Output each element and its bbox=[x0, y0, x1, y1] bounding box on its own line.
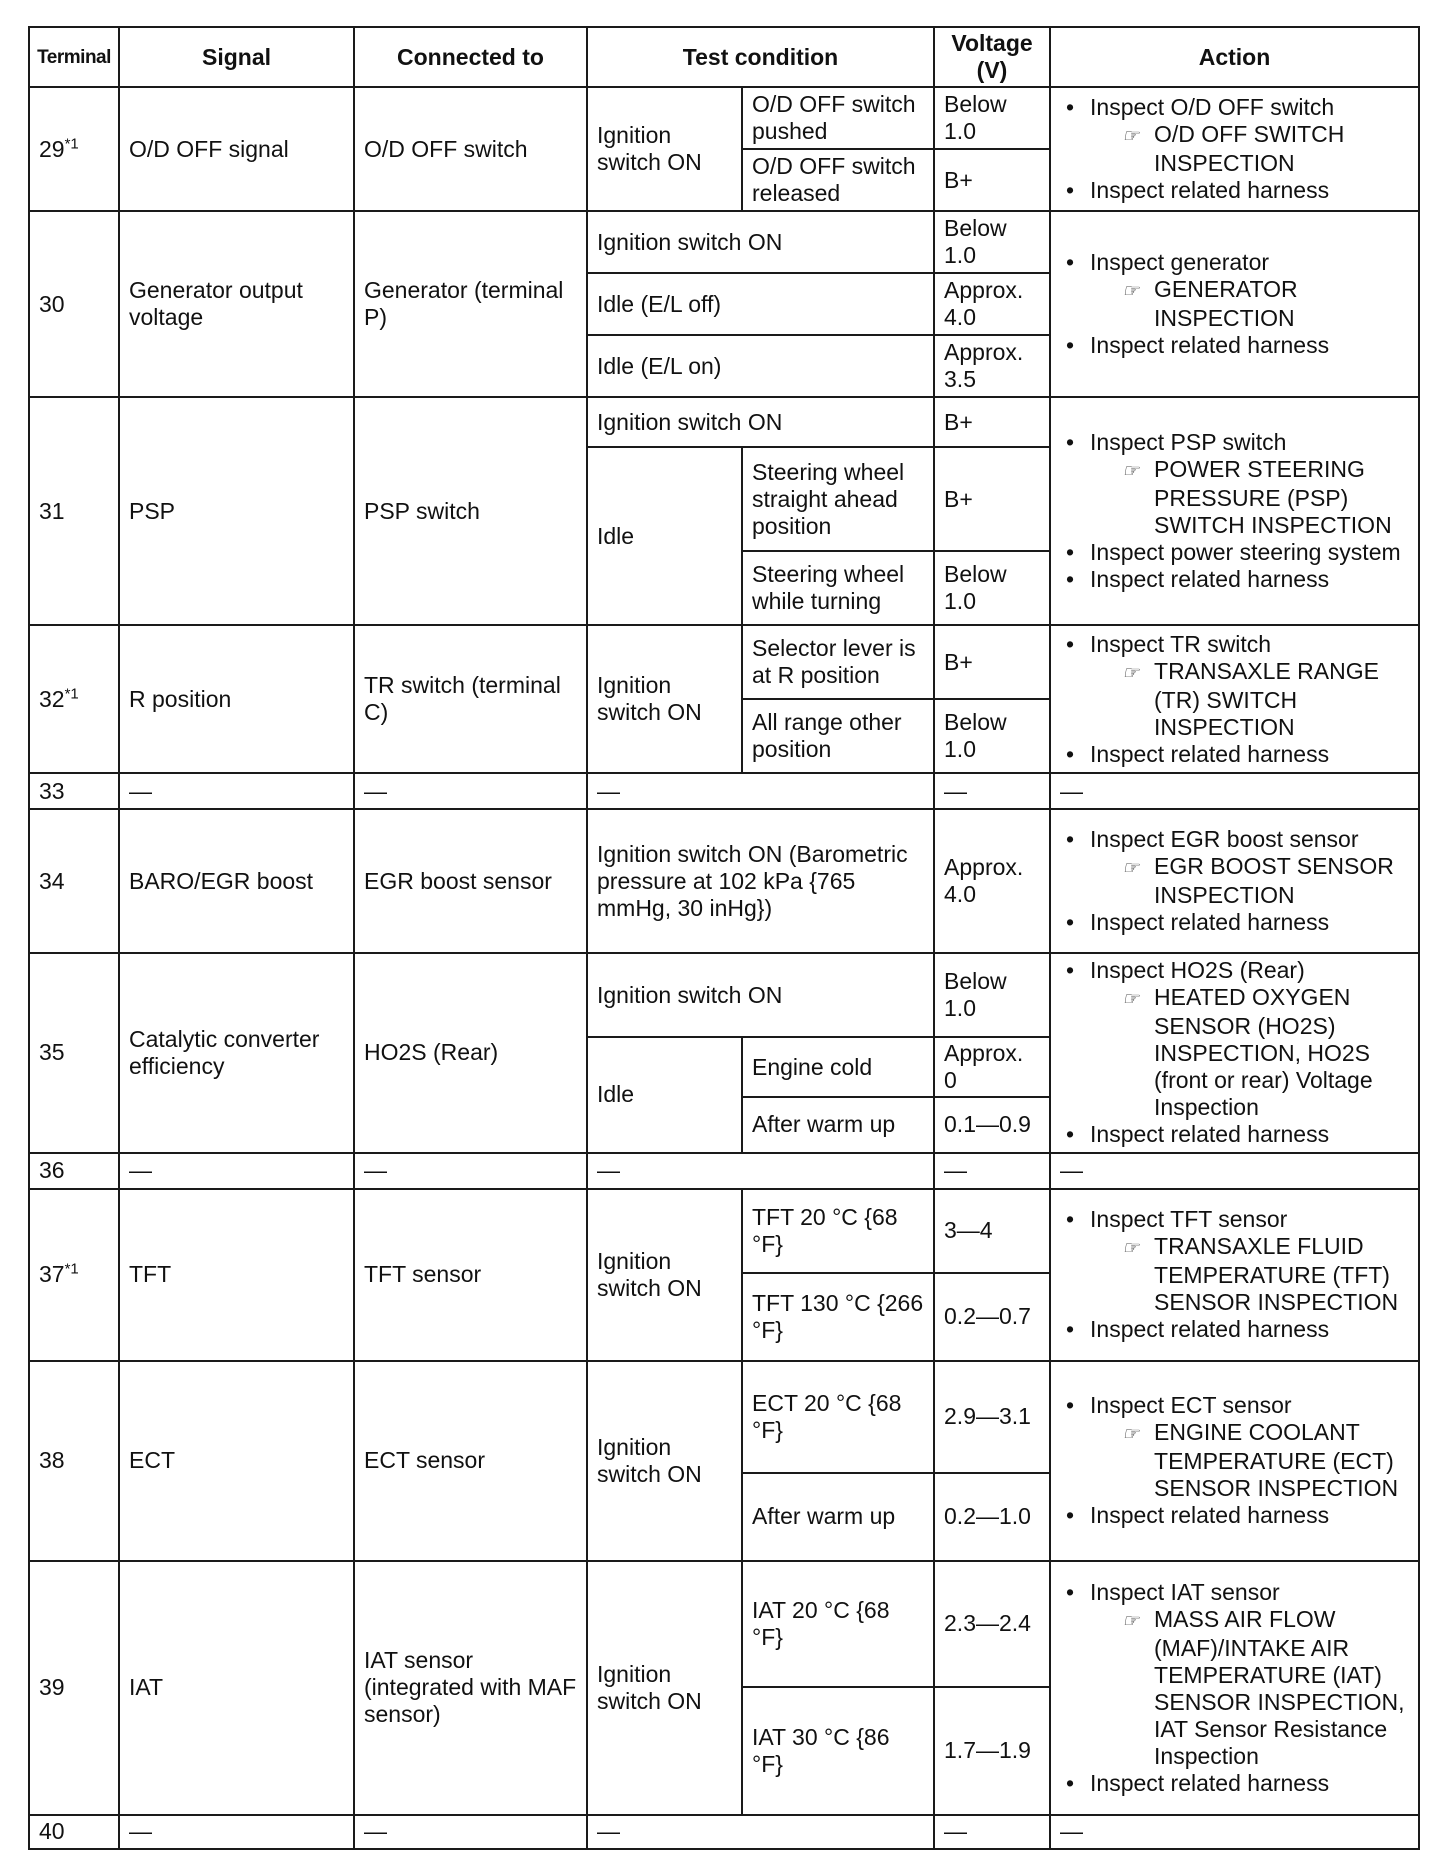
voltage-cell: Approx. 4.0 bbox=[934, 809, 1050, 953]
action-item: • Inspect EGR boost sensor ☞ EGR BOOST SENSOR INSPECTION bbox=[1060, 826, 1409, 909]
connected-cell: PSP switch bbox=[354, 397, 587, 625]
terminal-cell: 40 bbox=[29, 1815, 119, 1849]
footnote-mark: *1 bbox=[64, 134, 79, 152]
condition-cell: — bbox=[587, 773, 934, 809]
action-item: • Inspect related harness bbox=[1060, 909, 1409, 936]
action-item: • Inspect related harness bbox=[1060, 177, 1409, 204]
connected-cell: — bbox=[354, 1153, 587, 1189]
terminal-number: 37 bbox=[39, 1261, 65, 1288]
signal-cell: — bbox=[119, 773, 354, 809]
voltage-cell: Below 1.0 bbox=[934, 87, 1050, 149]
signal-cell: — bbox=[119, 1153, 354, 1189]
action-item: • Inspect related harness bbox=[1060, 1502, 1409, 1529]
sub-condition-cell: After warm up bbox=[742, 1097, 934, 1152]
condition-cell: Ignition switch ON bbox=[587, 1361, 742, 1561]
sub-condition-cell: All range other position bbox=[742, 699, 934, 773]
action-item: • Inspect generator ☞ GENERATOR INSPECTION bbox=[1060, 249, 1409, 332]
manual-reference: ☞ MASS AIR FLOW (MAF)/INTAKE AIR TEMPERATURE (IAT) SENSOR INSPECTION, IAT Sensor Resistance Inspection bbox=[1122, 1605, 1405, 1769]
voltage-cell: — bbox=[934, 1153, 1050, 1189]
manual-reference: ☞ ENGINE COOLANT TEMPERATURE (ECT) SENSOR INSPECTION bbox=[1122, 1419, 1399, 1502]
sub-condition-cell: TFT 20 °C {68 °F} bbox=[742, 1189, 934, 1273]
connected-cell: — bbox=[354, 773, 587, 809]
signal-cell: O/D OFF signal bbox=[119, 87, 354, 211]
voltage-cell: 2.9—3.1 bbox=[934, 1361, 1050, 1473]
action-cell bbox=[1050, 397, 1419, 625]
action-item: • Inspect IAT sensor ☞ MASS AIR FLOW (MAF)/INTAKE AIR TEMPERATURE (IAT) SENSOR INSPECTION, IAT Sensor Resistance Inspection bbox=[1060, 1579, 1409, 1770]
voltage-cell: B+ bbox=[934, 447, 1050, 551]
condition-cell: Idle bbox=[587, 1037, 742, 1152]
manual-reference: ☞ EGR BOOST SENSOR INSPECTION bbox=[1122, 853, 1394, 909]
sub-condition-cell: Steering wheel while turning bbox=[742, 551, 934, 625]
connected-cell: TR switch (terminal C) bbox=[354, 625, 587, 773]
pointing-hand-icon: ☞ bbox=[1122, 662, 1140, 684]
sub-condition-cell: IAT 30 °C {86 °F} bbox=[742, 1687, 934, 1815]
signal-cell: R position bbox=[119, 625, 354, 773]
table-row bbox=[29, 773, 1419, 809]
pointing-hand-icon: ☞ bbox=[1122, 126, 1140, 148]
condition-cell: Ignition switch ON bbox=[587, 953, 934, 1037]
terminal-cell: 35 bbox=[29, 953, 119, 1152]
col-header-test-condition: Test condition bbox=[587, 27, 934, 87]
table-row bbox=[29, 1561, 1419, 1687]
voltage-cell: Approx. 3.5 bbox=[934, 335, 1050, 397]
action-item: • Inspect PSP switch ☞ POWER STEERING PRESSURE (PSP) SWITCH INSPECTION bbox=[1060, 429, 1409, 539]
voltage-cell: — bbox=[934, 773, 1050, 809]
signal-cell: BARO/EGR boost bbox=[119, 809, 354, 953]
sub-condition-cell: After warm up bbox=[742, 1473, 934, 1561]
connected-cell: O/D OFF switch bbox=[354, 87, 587, 211]
terminal-number: 32 bbox=[39, 685, 65, 712]
action-cell bbox=[1050, 211, 1419, 397]
voltage-cell: 0.2—0.7 bbox=[934, 1273, 1050, 1361]
sub-condition-cell: IAT 20 °C {68 °F} bbox=[742, 1561, 934, 1687]
table-row bbox=[29, 87, 1419, 149]
col-header-terminal: Terminal bbox=[29, 27, 119, 87]
voltage-cell: Below 1.0 bbox=[934, 953, 1050, 1037]
table-row bbox=[29, 1361, 1419, 1473]
connected-cell: HO2S (Rear) bbox=[354, 953, 587, 1152]
voltage-cell: 0.1—0.9 bbox=[934, 1097, 1050, 1152]
col-header-connected-to: Connected to bbox=[354, 27, 587, 87]
terminal-cell: 36 bbox=[29, 1153, 119, 1189]
action-cell bbox=[1050, 1361, 1419, 1561]
sub-condition-cell: TFT 130 °C {266 °F} bbox=[742, 1273, 934, 1361]
action-item: • Inspect related harness bbox=[1060, 1316, 1409, 1343]
signal-cell: — bbox=[119, 1815, 354, 1849]
condition-cell: Ignition switch ON bbox=[587, 1189, 742, 1361]
voltage-cell: Below 1.0 bbox=[934, 551, 1050, 625]
sub-condition-cell: O/D OFF switch released bbox=[742, 149, 934, 211]
sub-condition-cell: Selector lever is at R position bbox=[742, 625, 934, 699]
connected-cell: IAT sensor (integrated with MAF sensor) bbox=[354, 1561, 587, 1815]
action-item: • Inspect O/D OFF switch ☞ O/D OFF SWITCH INSPECTION bbox=[1060, 94, 1409, 177]
col-header-signal: Signal bbox=[119, 27, 354, 87]
action-cell bbox=[1050, 1189, 1419, 1361]
action-cell bbox=[1050, 87, 1419, 211]
action-item: • Inspect related harness bbox=[1060, 1770, 1409, 1797]
manual-reference: ☞ POWER STEERING PRESSURE (PSP) SWITCH INSPECTION bbox=[1122, 456, 1392, 539]
condition-cell: — bbox=[587, 1815, 934, 1849]
condition-cell: Idle bbox=[587, 447, 742, 625]
terminal-cell: 38 bbox=[29, 1361, 119, 1561]
sub-condition-cell: Engine cold bbox=[742, 1037, 934, 1097]
voltage-cell: Approx. 0 bbox=[934, 1037, 1050, 1097]
voltage-cell: Approx. 4.0 bbox=[934, 273, 1050, 335]
terminal-cell bbox=[29, 625, 119, 773]
col-header-voltage: Voltage (V) bbox=[934, 27, 1050, 87]
col-header-action: Action bbox=[1050, 27, 1419, 87]
terminal-cell: 31 bbox=[29, 397, 119, 625]
signal-cell: ECT bbox=[119, 1361, 354, 1561]
action-item: • Inspect related harness bbox=[1060, 566, 1409, 593]
condition-cell: Ignition switch ON bbox=[587, 211, 934, 273]
condition-cell: Idle (E/L on) bbox=[587, 335, 934, 397]
table-row bbox=[29, 625, 1419, 699]
action-item: • Inspect power steering system bbox=[1060, 539, 1409, 566]
header-row bbox=[29, 27, 1419, 87]
voltage-cell: B+ bbox=[934, 625, 1050, 699]
terminal-spec-table bbox=[28, 26, 1420, 1850]
manual-reference: ☞ O/D OFF SWITCH INSPECTION bbox=[1122, 121, 1345, 177]
action-item: • Inspect TFT sensor ☞ TRANSAXLE FLUID TEMPERATURE (TFT) SENSOR INSPECTION bbox=[1060, 1206, 1409, 1316]
action-cell: — bbox=[1050, 773, 1419, 809]
table-row bbox=[29, 1815, 1419, 1849]
signal-cell: Catalytic converter efficiency bbox=[119, 953, 354, 1152]
manual-reference: ☞ HEATED OXYGEN SENSOR (HO2S) INSPECTION, HO2S (front or rear) Voltage Inspection bbox=[1122, 984, 1373, 1121]
action-cell: — bbox=[1050, 1153, 1419, 1189]
voltage-cell: 3—4 bbox=[934, 1189, 1050, 1273]
connected-cell: ECT sensor bbox=[354, 1361, 587, 1561]
table-row bbox=[29, 809, 1419, 953]
terminal-cell bbox=[29, 1189, 119, 1361]
condition-cell: Ignition switch ON bbox=[587, 625, 742, 773]
action-cell bbox=[1050, 625, 1419, 773]
signal-cell: PSP bbox=[119, 397, 354, 625]
terminal-cell: 39 bbox=[29, 1561, 119, 1815]
action-item: • Inspect related harness bbox=[1060, 741, 1409, 768]
action-cell bbox=[1050, 809, 1419, 953]
action-cell: — bbox=[1050, 1815, 1419, 1849]
signal-cell: Generator output voltage bbox=[119, 211, 354, 397]
voltage-cell: 1.7—1.9 bbox=[934, 1687, 1050, 1815]
table-row bbox=[29, 397, 1419, 447]
pointing-hand-icon: ☞ bbox=[1122, 989, 1140, 1011]
connected-cell: TFT sensor bbox=[354, 1189, 587, 1361]
condition-cell: — bbox=[587, 1153, 934, 1189]
voltage-cell: — bbox=[934, 1815, 1050, 1849]
sub-condition-cell: O/D OFF switch pushed bbox=[742, 87, 934, 149]
sub-condition-cell: ECT 20 °C {68 °F} bbox=[742, 1361, 934, 1473]
action-item: • Inspect TR switch ☞ TRANSAXLE RANGE (TR) SWITCH INSPECTION bbox=[1060, 631, 1409, 741]
voltage-cell: B+ bbox=[934, 397, 1050, 447]
sub-condition-cell: Steering wheel straight ahead position bbox=[742, 447, 934, 551]
pointing-hand-icon: ☞ bbox=[1122, 1610, 1140, 1632]
condition-cell: Ignition switch ON (Barometric pressure at 102 kPa {765 mmHg, 30 inHg}) bbox=[587, 809, 934, 953]
signal-cell: IAT bbox=[119, 1561, 354, 1815]
pointing-hand-icon: ☞ bbox=[1122, 1424, 1140, 1446]
terminal-number: 29 bbox=[39, 135, 65, 162]
action-item: • Inspect related harness bbox=[1060, 332, 1409, 359]
connected-cell: EGR boost sensor bbox=[354, 809, 587, 953]
pointing-hand-icon: ☞ bbox=[1122, 1238, 1140, 1260]
connected-cell: — bbox=[354, 1815, 587, 1849]
condition-cell: Ignition switch ON bbox=[587, 1561, 742, 1815]
action-cell bbox=[1050, 1561, 1419, 1815]
action-item: • Inspect HO2S (Rear) ☞ HEATED OXYGEN SENSOR (HO2S) INSPECTION, HO2S (front or rear) Voltage Inspection bbox=[1060, 957, 1409, 1121]
condition-cell: Idle (E/L off) bbox=[587, 273, 934, 335]
condition-cell: Ignition switch ON bbox=[587, 87, 742, 211]
voltage-cell: Below 1.0 bbox=[934, 211, 1050, 273]
manual-reference: ☞ TRANSAXLE RANGE (TR) SWITCH INSPECTION bbox=[1122, 657, 1379, 740]
table-row bbox=[29, 1189, 1419, 1273]
signal-cell: TFT bbox=[119, 1189, 354, 1361]
voltage-cell: 2.3—2.4 bbox=[934, 1561, 1050, 1687]
action-item: • Inspect ECT sensor ☞ ENGINE COOLANT TEMPERATURE (ECT) SENSOR INSPECTION bbox=[1060, 1392, 1409, 1502]
terminal-cell: 30 bbox=[29, 211, 119, 397]
terminal-cell bbox=[29, 87, 119, 211]
connected-cell: Generator (terminal P) bbox=[354, 211, 587, 397]
manual-reference: ☞ GENERATOR INSPECTION bbox=[1122, 276, 1298, 332]
voltage-cell: Below 1.0 bbox=[934, 699, 1050, 773]
voltage-cell: 0.2—1.0 bbox=[934, 1473, 1050, 1561]
table-row bbox=[29, 1153, 1419, 1189]
action-cell bbox=[1050, 953, 1419, 1152]
condition-cell: Ignition switch ON bbox=[587, 397, 934, 447]
action-item: • Inspect related harness bbox=[1060, 1121, 1409, 1148]
voltage-cell: B+ bbox=[934, 149, 1050, 211]
terminal-cell: 33 bbox=[29, 773, 119, 809]
table-row bbox=[29, 211, 1419, 273]
manual-reference: ☞ TRANSAXLE FLUID TEMPERATURE (TFT) SENSOR INSPECTION bbox=[1122, 1233, 1399, 1316]
footnote-mark: *1 bbox=[64, 685, 79, 703]
pointing-hand-icon: ☞ bbox=[1122, 461, 1140, 483]
footnote-mark: *1 bbox=[64, 1260, 79, 1278]
pointing-hand-icon: ☞ bbox=[1122, 858, 1140, 880]
table-row bbox=[29, 953, 1419, 1037]
pointing-hand-icon: ☞ bbox=[1122, 281, 1140, 303]
terminal-cell: 34 bbox=[29, 809, 119, 953]
